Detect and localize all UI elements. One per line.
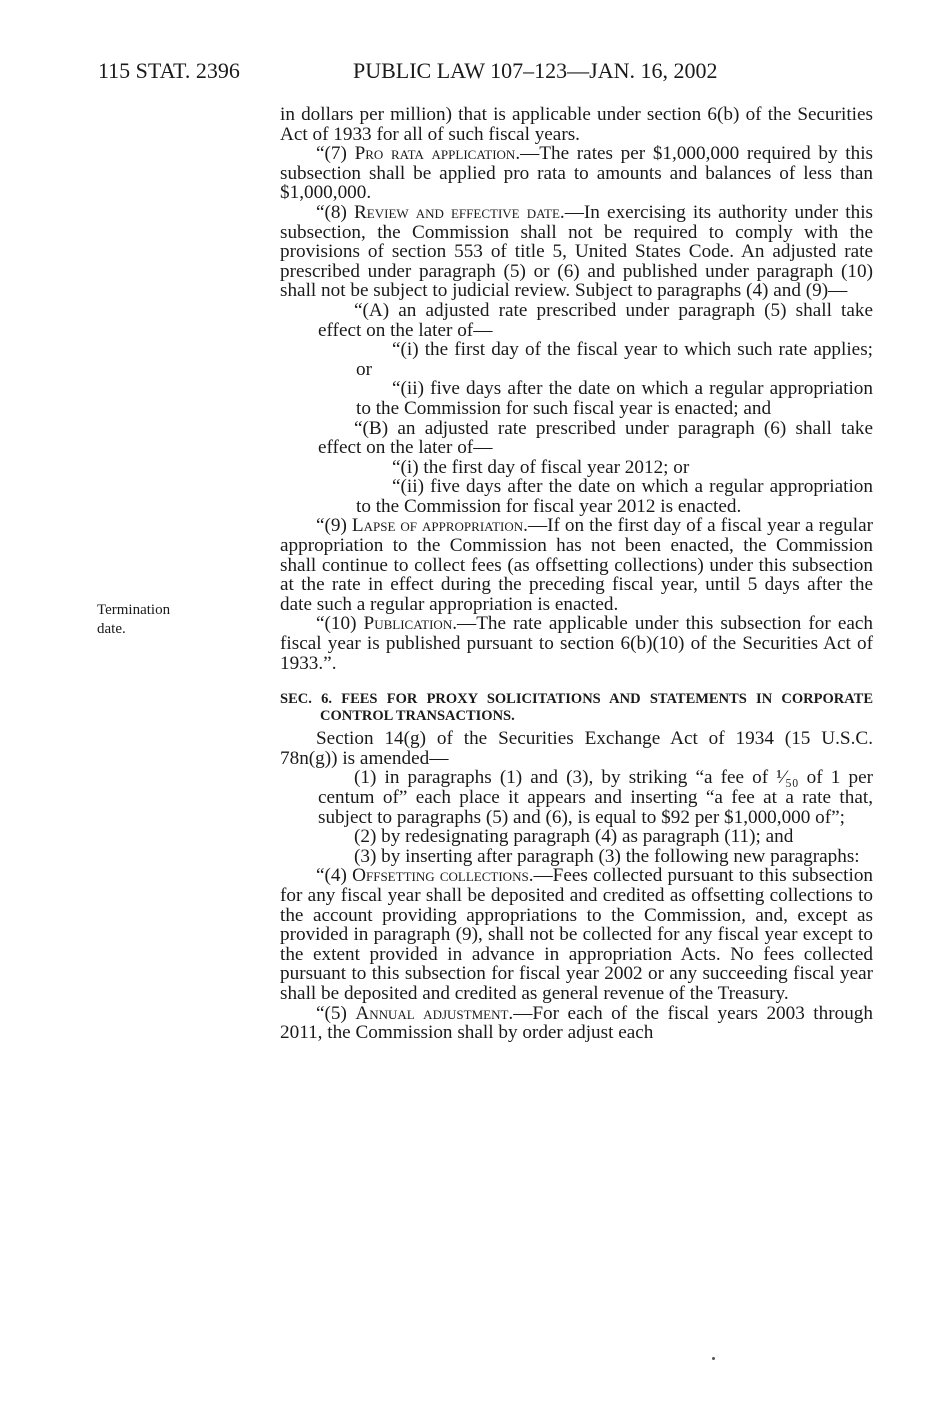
clause-i: “(i) the first day of fiscal year 2012; or: [392, 456, 690, 478]
paragraph-8-review: “(8) Review and effective date.—In exercising its authority under this subsection, the Commission shall not be required to comply with the provisions of section 553 of title 5, United States Code. An adjusted rate prescribed under paragraph (5) or (6) and published under paragraph (10) shall not be subject to judicial review. Subject to paragraphs (4) and (9)—: [280, 201, 873, 302]
page-header: [98, 58, 877, 84]
paragraph-4-offsetting: “(4) Offsetting collections.—Fees collected pursuant to this subsection for any fiscal year shall be deposited and credited as offsetting collections to the account providing appropriations to the Commission, and, except as provided in paragraph (9), shall not be collected for any fiscal year except to the extent provided in advance in appropriation Acts. No fees collected pursuant to this subsection for fiscal year 2002 or any succeeding fiscal year shall be deposited and credited as general revenue of the Treasury.: [280, 865, 874, 1004]
scan-speck: [712, 1357, 715, 1360]
paragraph-heading: Pro rata application: [354, 143, 516, 165]
paragraph: in dollars per million) that is applicable under section 6(b) of the Securities Act of 1933 for all of such fiscal years.: [280, 104, 873, 145]
paragraph-heading: Offsetting collections: [352, 865, 529, 887]
paragraph-heading: Annual adjustment: [355, 1002, 509, 1024]
paragraph: Section 14(g) of the Securities Exchange Act of 1934 (15 U.S.C. 78n(g)) is amended—: [280, 728, 873, 769]
amendment-item: (2) by redesignating paragraph (4) as paragraph (11); and: [354, 826, 794, 848]
margin-note-line: Termination: [97, 602, 171, 618]
margin-note: [97, 601, 207, 639]
amendment-item: (1) in paragraphs (1) and (3), by striking “a fee of ¹⁄₅₀ of 1 per centum of” each place it appears and inserting “a fee at a rate that, subject to paragraphs (5) and (6), is equal to $92 per $1,000,000 of”;: [318, 767, 873, 828]
paragraph-9-lapse: “(9) Lapse of appropriation.—If on the first day of a fiscal year a regular appropriation to the Commission has not been enacted, the Commission shall continue to collect fees (as offsetting collections) under this subsection at the rate in effect during the preceding fiscal year, until 5 days after the date such a regular appropriation is enacted.: [280, 515, 873, 615]
clause-ii: “(ii) five days after the date on which a regular appropriation to the Commission for fiscal year 2012 is enacted.: [356, 476, 873, 517]
paragraph-heading: Publication: [363, 613, 453, 635]
subparagraph-a: “(A) an adjusted rate prescribed under paragraph (5) shall take effect on the later of—: [318, 299, 873, 341]
amendment-item: (3) by inserting after paragraph (3) the following new paragraphs:: [354, 845, 860, 867]
clause-i: “(i) the first day of the fiscal year to which such rate applies; or: [356, 339, 873, 380]
statute-text: [280, 105, 873, 1043]
paragraph-7-pro-rata: “(7) Pro rata application.—The rates per $1,000,000 required by this subsection shall be applied pro rata to amounts and balances of less than $1,000,000.: [280, 143, 874, 204]
paragraph-heading: Review and effective date: [353, 201, 560, 223]
subparagraph-b: “(B) an adjusted rate prescribed under paragraph (6) shall take effect on the later of—: [318, 417, 873, 459]
stat-citation: 115 STAT. 2396: [98, 58, 240, 83]
section-heading: SEC. 6. FEES FOR PROXY SOLICITATIONS AND STATEMENTS IN CORPORATE CONTROL TRANSACTIONS.: [280, 691, 873, 725]
paragraph-5-annual-adjustment: “(5) Annual adjustment.—For each of the fiscal years 2003 through 2011, the Commission shall by order adjust each: [280, 1002, 873, 1044]
clause-ii: “(ii) five days after the date on which a regular appropriation to the Commission for such fiscal year is enacted; and: [356, 378, 873, 419]
paragraph-heading: Lapse of appropriation: [351, 515, 524, 537]
paragraph-10-publication: “(10) Publication.—The rate applicable under this subsection for each fiscal year is published pursuant to section 6(b)(10) of the Securities Act of 1933.”.: [280, 613, 873, 674]
margin-note-line: date.: [97, 621, 126, 637]
public-law-title: PUBLIC LAW 107–123—JAN. 16, 2002: [353, 58, 718, 83]
